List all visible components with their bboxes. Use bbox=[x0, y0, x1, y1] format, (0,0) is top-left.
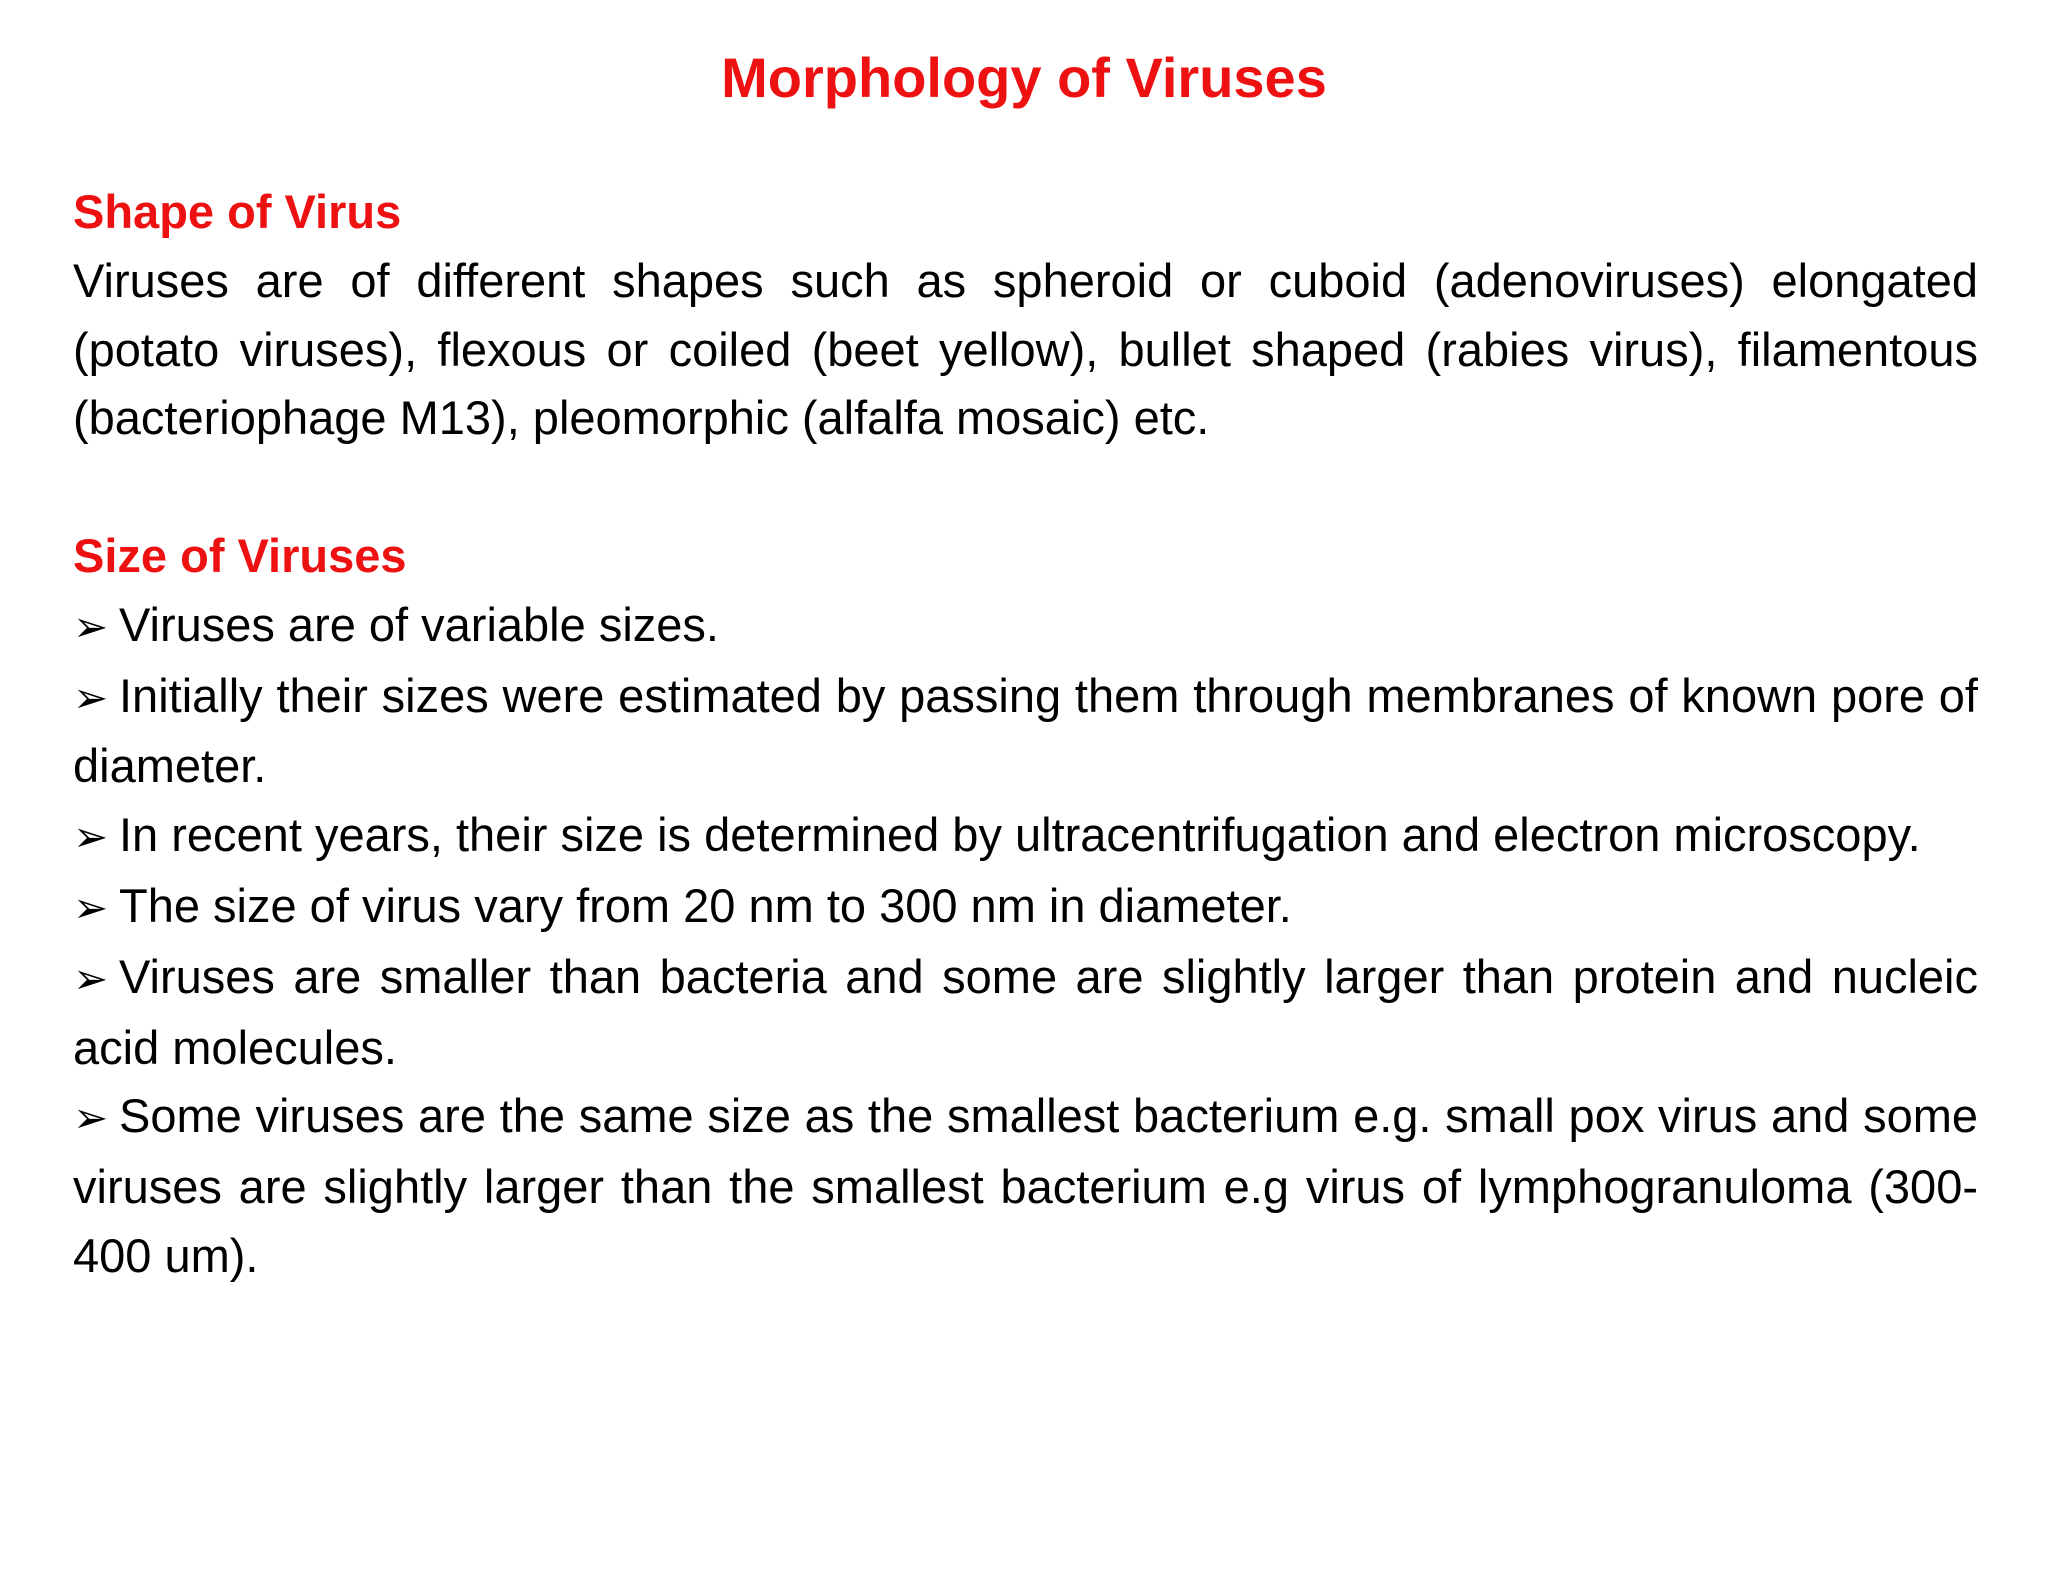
list-item bbox=[73, 662, 1978, 802]
shape-section bbox=[73, 178, 1978, 453]
bullet-text: Viruses are smaller than bacteria and some are slightly larger than protein and nucleic acid molecules. bbox=[73, 949, 1978, 1074]
bullet-text: In recent years, their size is determined by ultracentrifugation and electron microscopy. bbox=[119, 808, 1921, 862]
size-section bbox=[73, 522, 1978, 1291]
arrow-bullet-icon: ➢ bbox=[73, 882, 109, 932]
slide-content bbox=[73, 178, 1978, 1291]
list-item bbox=[73, 1082, 1978, 1290]
arrow-bullet-icon: ➢ bbox=[73, 1093, 109, 1143]
bullet-text: Some viruses are the same size as the smallest bacterium e.g. small pox virus and some viruses are slightly larger than the smallest bacterium e.g virus of lymphogranuloma (300-400 um). bbox=[73, 1089, 1978, 1282]
arrow-bullet-icon: ➢ bbox=[73, 601, 109, 651]
size-bullet-list bbox=[73, 591, 1978, 1291]
shape-paragraph: Viruses are of different shapes such as spheroid or cuboid (adenoviruses) elongated (potato viruses), flexous or coiled (beet yellow), bullet shaped (rabies virus), filamentous (bacteriophage M13), pleomorphic (alfalfa mosaic) etc. bbox=[73, 253, 1978, 445]
bullet-text: Initially their sizes were estimated by passing them through membranes of known pore of diameter. bbox=[73, 668, 1978, 793]
arrow-bullet-icon: ➢ bbox=[73, 953, 109, 1003]
arrow-bullet-icon: ➢ bbox=[73, 812, 109, 862]
page-title: Morphology of Viruses bbox=[721, 46, 1327, 109]
list-item bbox=[73, 943, 1978, 1083]
arrow-bullet-icon: ➢ bbox=[73, 672, 109, 722]
list-item bbox=[73, 591, 1978, 662]
size-heading: Size of Viruses bbox=[73, 528, 407, 582]
shape-heading: Shape of Virus bbox=[73, 185, 402, 238]
list-item bbox=[73, 872, 1978, 943]
bullet-text: The size of virus vary from 20 nm to 300 nm in diameter. bbox=[119, 878, 1292, 932]
bullet-text: Viruses are of variable sizes. bbox=[119, 597, 719, 651]
list-item bbox=[73, 801, 1978, 872]
section-spacer bbox=[73, 453, 1978, 522]
